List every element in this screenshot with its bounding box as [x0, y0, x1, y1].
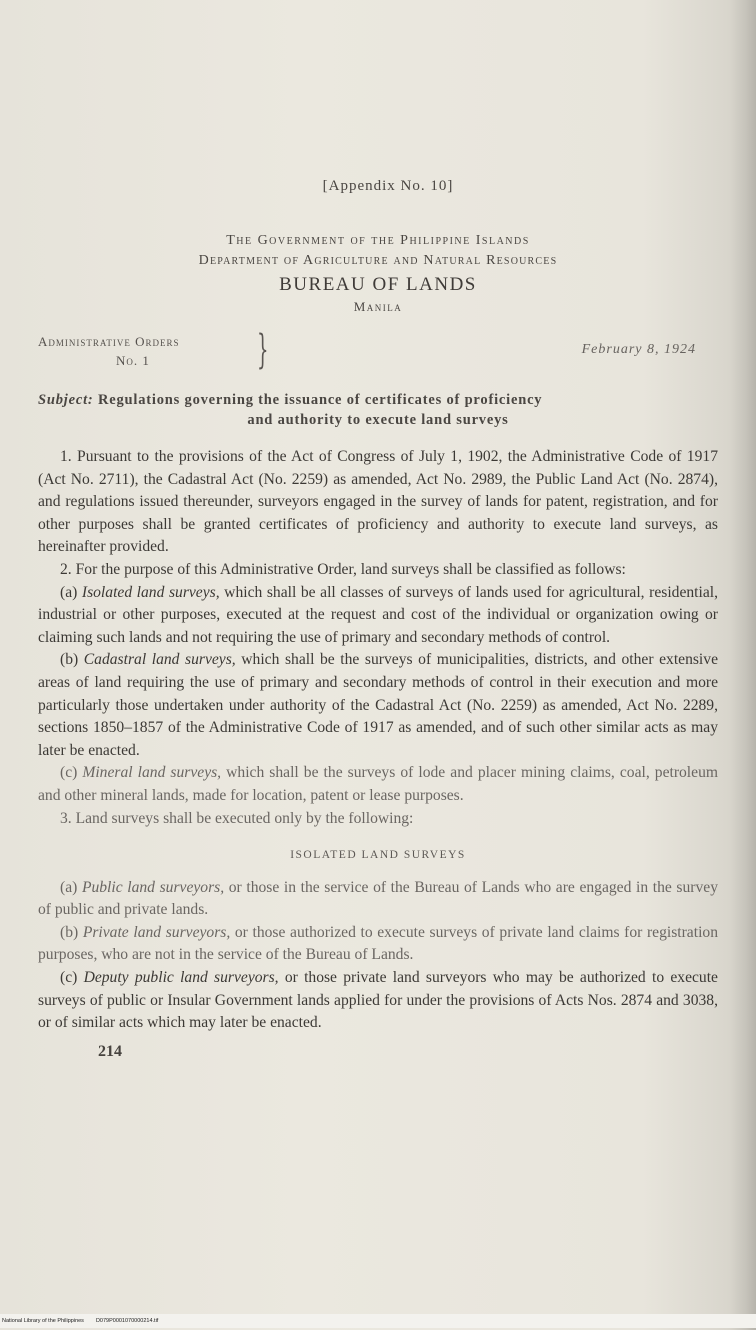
surveyor-a-term: Public land surveyors, [81, 878, 225, 896]
footer-source: National Library of the Philippines [2, 1318, 84, 1324]
appendix-label: [Appendix No. 10] [322, 178, 454, 194]
clause-b-term: Cadastral land surveys, [83, 651, 236, 669]
clause-b-text: which shall be the surveys of municipalities, districts, and other extensive areas of land requiring the use of primary and secondary methods of control in their execution and more particularly those undertaken under authority of the Cadastral Act (No. 2259) as amended, Act No. 2289, sections 1850–1857 of the Administrative Code of 1917 as amended, and of such other similar acts as may later be enacted. [38, 651, 718, 759]
city-heading: Manila [353, 299, 403, 314]
paragraph-3: 3. Land surveys shall be executed only by the following: [60, 809, 414, 827]
clause-c-text: which shall be the surveys of lode and placer mining claims, coal, petroleum and other mineral lands, made for location, patent or lease purposes. [38, 764, 718, 804]
surveyor-b-label: (b) [60, 923, 79, 941]
clause-c-label: (c) [60, 764, 78, 782]
clause-a-label: (a) [60, 583, 78, 601]
government-heading: The Government of the Philippine Islands [226, 233, 530, 248]
subject-line-2: and authority to execute land surveys [247, 412, 509, 428]
clause-c-term: Mineral land surveys, [82, 764, 222, 782]
department-heading: Department of Agriculture and Natural Resources [198, 253, 558, 268]
section-heading: ISOLATED LAND SURVEYS [290, 849, 466, 862]
surveyor-a [38, 877, 718, 922]
body-text [38, 446, 718, 1035]
page-edge-shadow [730, 0, 756, 1330]
bureau-heading: BUREAU OF LANDS [279, 274, 477, 295]
order-row [38, 327, 718, 373]
clause-c [38, 762, 718, 807]
surveyor-c [38, 967, 718, 1035]
surveyor-c-label: (c) [60, 969, 78, 987]
clause-a-term: Isolated land surveys, [81, 583, 220, 601]
subject-label: Subject: [38, 392, 94, 408]
footer-code: D079P0001070000214.tif [95, 1318, 159, 1324]
surveyor-a-label: (a) [60, 878, 78, 896]
surveyor-a-text: or those in the service of the Bureau of Lands who are engaged in the survey of public and private lands. [38, 878, 718, 919]
surveyor-b-text: or those authorized to execute surveys of private land claims for registration purposes, who are not in the service of the Bureau of Lands. [38, 923, 718, 964]
page-number: 214 [98, 1042, 122, 1060]
brace-icon: } [256, 327, 269, 373]
clause-a [38, 582, 718, 650]
order-designation [38, 332, 180, 370]
clause-b [38, 649, 718, 762]
order-date: February 8, 1924 [581, 342, 696, 357]
paragraph-1: 1. Pursuant to the provisions of the Act of Congress of July 1, 1902, the Administrative Code of 1917 (Act No. 2711), the Cadastral Act (No. 2259) as amended, Act No. 2989, the Public Land Act (No. 2874), and regulations issued thereunder, surveyors engaged in the survey of lands for patent, registration, and for other purposes shall be granted certificates of proficiency and authority to execute land surveys, as hereinafter provided. [38, 448, 718, 556]
scan-footer [0, 1314, 756, 1328]
document-content [38, 178, 718, 1061]
paragraph-2: 2. For the purpose of this Administrative Order, land surveys shall be classified as follows: [60, 560, 626, 578]
order-number: No. 1 [116, 353, 150, 368]
clause-a-text: which shall be all classes of surveys of lands used for agricultural, residential, industrial or other purposes, executed at the request and cost of the individual or organization owing or claiming such lands and not requiring the use of primary and secondary methods of control. [38, 583, 718, 646]
subject-line-1: Regulations governing the issuance of certificates of proficiency [97, 392, 543, 408]
order-type: Administrative Orders [38, 334, 180, 349]
surveyor-c-text: or those private land surveyors who may be authorized to execute surveys of public or Insular Government lands applied for under the provisions of Acts Nos. 2874 and 3038, or of similar acts which may later be enacted. [38, 969, 718, 1032]
clause-b-label: (b) [60, 651, 79, 669]
surveyor-c-term: Deputy public land surveyors, [83, 969, 279, 987]
surveyor-b-term: Private land surveyors, [82, 923, 231, 941]
subject-block [38, 390, 718, 430]
surveyor-b [38, 922, 718, 967]
